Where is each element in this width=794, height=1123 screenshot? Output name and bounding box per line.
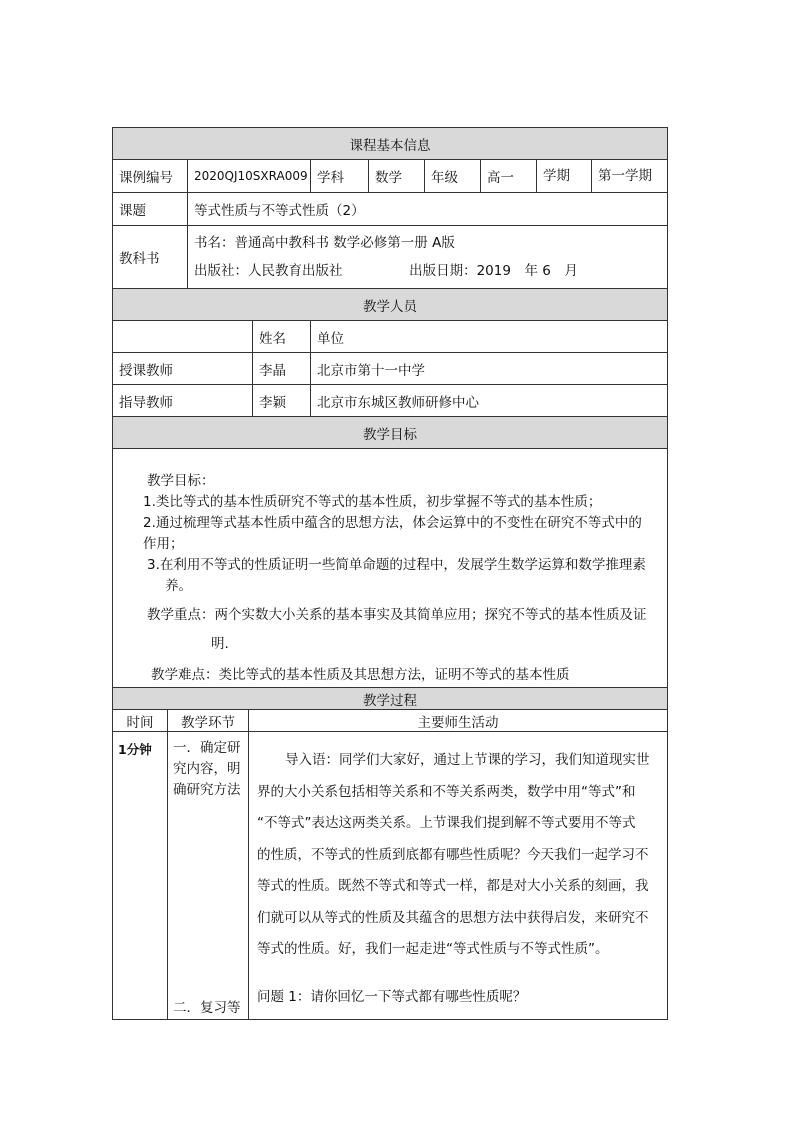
grade-label: 年级 [425, 160, 481, 193]
staff-row [113, 385, 668, 417]
stage-2: 二．复习等 [173, 1000, 241, 1016]
goal-item-continued: 作用； [143, 536, 184, 552]
intro-line: 界的大小关系包括相等关系和不等关系两类，数学中用“等式”和 [257, 783, 636, 800]
publication-date: 出版日期：2019 年 6 月 [409, 263, 578, 279]
teaching-process-table [112, 687, 668, 1020]
intro-line: “不等式”表达这两类关系。上节课我们提到解不等式要用不等式 [257, 815, 636, 831]
key-points-continued: 明. [211, 636, 229, 652]
staff-name: 李颖 [253, 385, 311, 417]
subject-value: 数学 [369, 160, 425, 193]
staff-header-blank [113, 321, 253, 353]
intro-line: 导入语：同学们大家好，通过上节课的学习，我们知道现实世 [285, 752, 650, 768]
section-teaching-goals: 教学目标 [113, 417, 668, 449]
teaching-goals-body [113, 449, 668, 688]
textbook-title: 书名：普通高中教科书 数学必修第一册 A版 [194, 235, 455, 251]
intro-line: 的性质，不等式的性质到底都有哪些性质呢？今天我们一起学习不 [257, 846, 649, 863]
intro-line: 等式的性质。既然不等式和等式一样，都是对大小关系的刻画，我 [257, 878, 649, 894]
stage-cell [168, 732, 249, 1020]
difficulty-points: 教学难点：类比等式的基本性质及其思想方法，证明不等式的基本性质 [151, 667, 570, 683]
case-number-value: 2020QJ10SXRA009 [188, 160, 311, 193]
time-cell: 1分钟 [113, 732, 168, 1020]
section-course-basic-info: 课程基本信息 [113, 128, 668, 160]
intro-line: 们就可以从等式的性质及其蕴含的思想方法中获得启发，来研究不 [257, 909, 649, 926]
staff-row [113, 353, 668, 385]
col-time: 时间 [113, 710, 168, 732]
staff-col-unit: 单位 [311, 321, 668, 353]
col-stage: 教学环节 [168, 710, 249, 732]
textbook-publisher-line [194, 257, 661, 285]
topic-label: 课题 [113, 193, 188, 226]
staff-name: 李晶 [253, 353, 311, 385]
stage-1: 一．确定研究内容，明确研究方法 [173, 740, 241, 798]
textbook-label: 教科书 [113, 226, 188, 289]
staff-role: 授课教师 [113, 353, 253, 385]
intro-line: 等式的性质。好，我们一起走进“等式性质与不等式性质”。 [257, 941, 609, 957]
publisher: 出版社：人民教育出版社 [194, 263, 343, 279]
term-cell [537, 160, 668, 193]
staff-unit: 北京市东城区教师研修中心 [311, 385, 668, 417]
textbook-details [188, 226, 668, 289]
col-activity: 主要师生活动 [249, 710, 668, 732]
goal-item: 1.类比等式的基本性质研究不等式的基本性质，初步掌握不等式的基本性质； [143, 494, 602, 510]
key-points: 教学重点：两个实数大小关系的基本事实及其简单应用；探究不等式的基本性质及证 [147, 607, 647, 623]
course-info-table [112, 127, 668, 688]
staff-role: 指导教师 [113, 385, 253, 417]
section-teaching-process: 教学过程 [113, 688, 668, 710]
activity-cell [249, 732, 668, 1020]
case-number-label: 课例编号 [113, 160, 188, 193]
goal-item: 3.在利用不等式的性质证明一些简单命题的过程中，发展学生数学运算和数学推理素 [147, 557, 646, 573]
grade-value: 高一 [481, 160, 537, 193]
goals-heading: 教学目标： [147, 473, 215, 489]
topic-value: 等式性质与不等式性质（2） [188, 193, 668, 226]
subject-label: 学科 [311, 160, 369, 193]
term-label: 学期 [537, 160, 592, 192]
staff-unit: 北京市第十一中学 [311, 353, 668, 385]
staff-col-name: 姓名 [253, 321, 311, 353]
question-1: 问题 1：请你回忆一下等式都有哪些性质呢？ [257, 988, 527, 1005]
goal-item: 2.通过梳理等式基本性质中蕴含的思想方法，体会运算中的不变性在研究不等式中的 [143, 515, 642, 531]
term-value: 第一学期 [598, 168, 652, 184]
goal-item-continued: 养。 [165, 578, 192, 594]
section-teaching-staff: 教学人员 [113, 289, 668, 321]
